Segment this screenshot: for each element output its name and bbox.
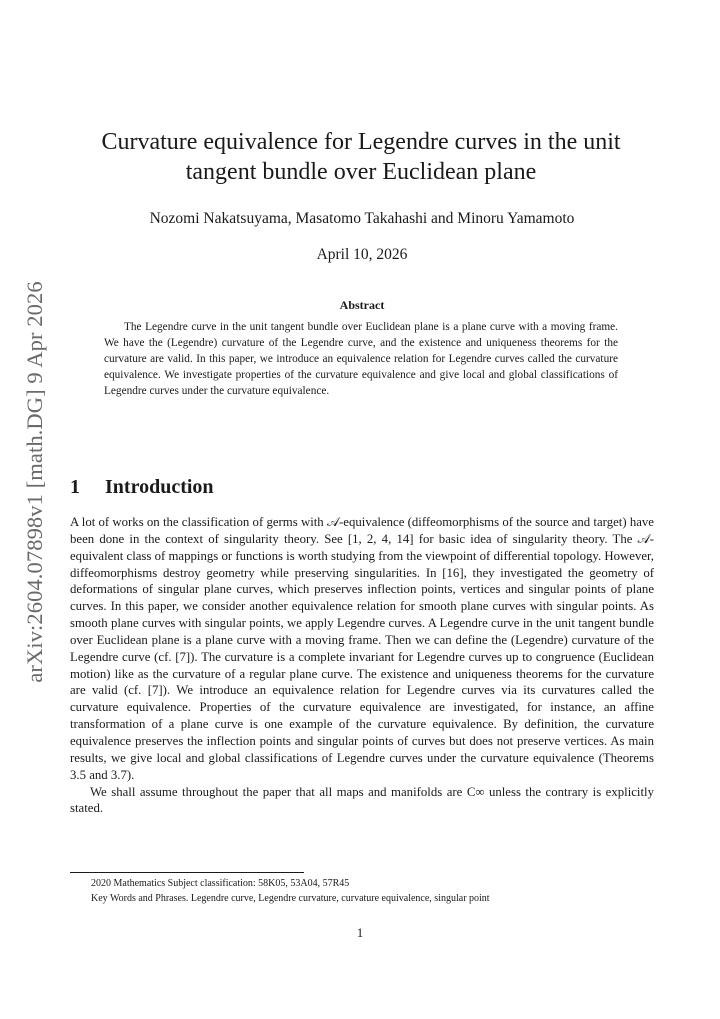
section-heading bbox=[70, 476, 214, 499]
footnote-rule bbox=[70, 872, 304, 873]
footnotes bbox=[91, 876, 490, 907]
footnote-keywords: Key Words and Phrases. Legendre curve, Legendre curvature, curvature equivalence, singular point bbox=[91, 893, 490, 905]
abstract-heading: Abstract bbox=[339, 298, 385, 312]
body-paragraph-1: A lot of works on the classification of germs with 𝒜-equivalence (diffeomorphisms of the source and target) have been done in the context of singularity theory. See [1, 2, 4, 14] for basic idea of singularity theory. The 𝒜-equivalent class of mappings or functions is worth studying from the viewpoint of differential topology. However, diffeomorphisms destroy geometry while preserving singularities. In [16], they investigated the geometry of deformations of singular plane curves, which preserves inflection points, vertices and singular points of plane curves. In this paper, we consider another equivalence relation for smooth plane curves with singular points. As smooth plane curves with singular points, we apply Legendre curves. A Legendre curve in the unit tangent bundle over Euclidean plane is a plane curve with a moving frame. Then we can define the (Legendre) curvature of the Legendre curve (cf. [7]). The curvature is a complete invariant for Legendre curves up to congruence (Euclidean motion) like as the curvature of a regular plane curve. The existence and uniqueness theorems for the curvature are valid (cf. [7]). We introduce an equivalence relation for Legendre curves via its curvatures called the curvature equivalence. Properties of the curvature equivalence are investigated, for instance, an affine transformation of a plane curve is one example of the curvature equivalence. By definition, the curvature equivalence preserves the inflection points and singular points of curves but does not preserve vertices. As main results, we give local and global classifications of Legendre curves under the curvature equivalence (Theorems 3.5 and 3.7). bbox=[70, 515, 654, 782]
paper-title: Curvature equivalence for Legendre curves in the unit tangent bundle over Euclidean plane bbox=[101, 129, 621, 185]
page-number: 1 bbox=[356, 925, 364, 940]
section-body bbox=[70, 514, 654, 817]
arxiv-identifier: arXiv:2604.07898v1 [math.DG] 9 Apr 2026 bbox=[22, 281, 47, 683]
body-paragraph-2: We shall assume throughout the paper that all maps and manifolds are C∞ unless the contrary is explicitly stated. bbox=[70, 784, 654, 816]
arxiv-sidebar bbox=[22, 281, 47, 683]
paper-date: April 10, 2026 bbox=[316, 246, 408, 263]
section-number: 1 bbox=[70, 476, 80, 498]
footnote-msc: 2020 Mathematics Subject classification: 58K05, 53A04, 57R45 bbox=[91, 878, 350, 889]
abstract-text: The Legendre curve in the unit tangent bundle over Euclidean plane is a plane curve with a moving frame. We have the (Legendre) curvature of the Legendre curve, and the existence and uniqueness theorems for the curvature are valid. In this paper, we introduce an equivalence relation for Legendre curves called the curvature equivalence. We investigate properties of the curvature equivalence and give local and global classifications of Legendre curves under the curvature equivalence. bbox=[104, 321, 618, 397]
paper-authors: Nozomi Nakatsuyama, Masatomo Takahashi and Minoru Yamamoto bbox=[149, 210, 575, 227]
section-title: Introduction bbox=[105, 476, 214, 498]
